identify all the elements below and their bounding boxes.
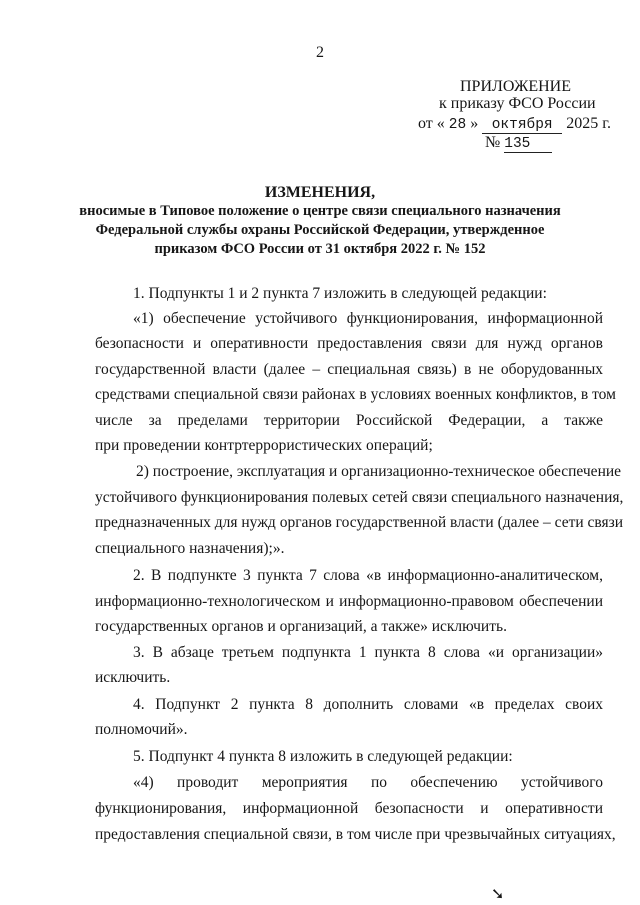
subtitle-line: Федеральной службы охраны Российской Федерации, утвержденное bbox=[95, 222, 545, 238]
paragraph-line: 2. В подпункте 3 пункта 7 слова «в информационно-аналитическом, bbox=[133, 567, 603, 584]
paragraph-line: государственной власти (далее – специальная связь) в не оборудованных bbox=[95, 361, 603, 378]
date-mid: » bbox=[470, 115, 479, 132]
paragraph-line: при проведении контртеррористических операций; bbox=[95, 437, 433, 454]
appendix-order-ref: к приказу ФСО России bbox=[439, 95, 596, 112]
paragraph-line: устойчивого функционирования полевых сетей связи специального назначения, bbox=[95, 489, 624, 506]
date-prefix: от « bbox=[418, 115, 445, 132]
subtitle-line: приказом ФСО России от 31 октября 2022 г. № 152 bbox=[154, 241, 486, 257]
paragraph-line: 4. Подпункт 2 пункта 8 дополнить словами «в пределах своих bbox=[133, 696, 603, 713]
paragraph-line: «4) проводит мероприятия по обеспечению устойчивого bbox=[133, 774, 603, 791]
date-day: 28 bbox=[448, 117, 467, 133]
appendix-number bbox=[485, 134, 552, 153]
paragraph-line: 5. Подпункт 4 пункта 8 изложить в следующей редакции: bbox=[133, 748, 513, 765]
document-title: ИЗМЕНЕНИЯ, bbox=[264, 184, 376, 201]
appendix-date bbox=[418, 115, 611, 134]
date-month: октября bbox=[482, 118, 562, 134]
paragraph-line: предназначенных для нужд органов государственной власти (далее – сети связи bbox=[95, 514, 624, 531]
paragraph-line: безопасности и оперативности предоставления связи для нужд органов bbox=[95, 335, 603, 352]
paragraph-line: числе за пределами территории Российской Федерации, а также bbox=[95, 412, 603, 429]
paragraph-line: специального назначения);». bbox=[95, 540, 285, 557]
paragraph-line: 3. В абзаце третьем подпункта 1 пункта 8 слова «и организации» bbox=[133, 644, 603, 661]
paragraph-line: 1. Подпункты 1 и 2 пункта 7 изложить в следующей редакции: bbox=[133, 285, 547, 302]
paragraph-line: государственных органов и организаций, а также» исключить. bbox=[95, 618, 507, 635]
date-year: 2025 г. bbox=[566, 115, 611, 132]
paragraph-line: «1) обеспечение устойчивого функционирования, информационной bbox=[133, 310, 603, 327]
paragraph-line: исключить. bbox=[95, 669, 171, 686]
page-number: 2 bbox=[316, 44, 324, 61]
paragraph-line: информационно-технологическом и информационно-правовом обеспечении bbox=[95, 593, 603, 610]
number-prefix: № bbox=[485, 134, 501, 151]
paragraph-line: 2) построение, эксплуатация и организационно-техническое обеспечение bbox=[136, 463, 622, 480]
paragraph-line: предоставления специальной связи, в том числе при чрезвычайных ситуациях, bbox=[95, 826, 616, 843]
order-number: 135 bbox=[504, 137, 552, 153]
appendix-label: ПРИЛОЖЕНИЕ bbox=[460, 78, 572, 95]
paragraph-line: функционирования, информационной безопасности и оперативности bbox=[95, 800, 603, 817]
paragraph-line: средствами специальной связи районах в условиях военных конфликтов, в том bbox=[95, 386, 616, 403]
page-continuation-mark: ➘ bbox=[491, 886, 505, 903]
subtitle-line: вносимые в Типовое положение о центре связи специального назначения bbox=[79, 203, 561, 219]
paragraph-line: полномочий». bbox=[95, 721, 188, 738]
